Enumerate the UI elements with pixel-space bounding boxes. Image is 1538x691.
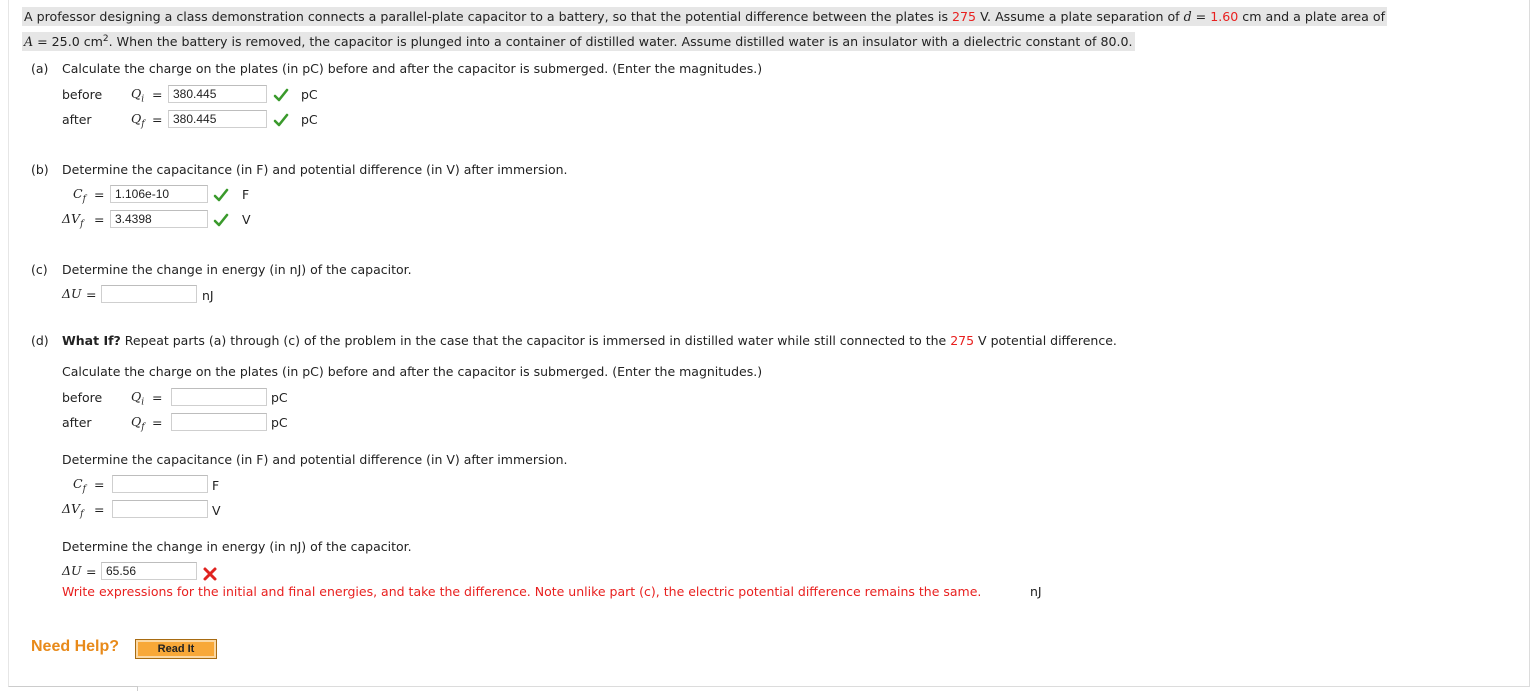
part-d-label: (d) xyxy=(31,333,49,348)
d-cf-input[interactable] xyxy=(112,475,208,493)
check-icon xyxy=(213,187,229,203)
part-d-question: What If? Repeat parts (a) through (c) of the problem in the case that the capacitor is immersed in distilled water while still connected to the 275 V potential difference. xyxy=(62,333,1117,348)
feedback-message: Write expressions for the initial and final energies, and take the difference. Note unlike part (c), the electric potential difference remains the same. xyxy=(62,584,982,599)
qf-input[interactable] xyxy=(168,110,267,128)
read-it-button[interactable]: Read It xyxy=(135,639,217,659)
part-b-question: Determine the capacitance (in F) and potential difference (in V) after immersion. xyxy=(62,162,568,177)
after-label: after xyxy=(62,112,92,127)
qi-symbol: $Q_i$ xyxy=(131,86,145,105)
qf-symbol: $Q_f$ xyxy=(131,414,145,433)
dvf-symbol: $\Delta V_f$ xyxy=(62,211,84,230)
cf-symbol: $C_f$ xyxy=(73,186,86,205)
bottom-tab xyxy=(9,686,138,691)
need-help-label: Need Help? xyxy=(31,638,120,655)
problem-statement: A professor designing a class demonstration connects a parallel-plate capacitor to a battery, so that the potential difference between the plates is 275 V. Assume a plate separation of d = 1.60 cm and a plate area of A = 25.0 $cm^2$. When the battery is removed, the capacitor is plunged into a container of distilled water. Assume distilled water is an insulator with a dielectric constant of 80.0. xyxy=(24,9,1386,50)
du-symbol: ΔU xyxy=(62,286,82,301)
cf-input[interactable] xyxy=(110,185,208,203)
du-input[interactable] xyxy=(101,285,197,303)
d-qi-input[interactable] xyxy=(171,388,267,406)
before-label: before xyxy=(62,390,103,405)
cf-symbol: $C_f$ xyxy=(73,476,86,495)
qi-symbol: $Q_i$ xyxy=(131,389,145,408)
part-a-question: Calculate the charge on the plates (in pC) before and after the capacitor is submerged. (Enter the magnitudes.) xyxy=(62,61,763,76)
qf-symbol: $Q_f$ xyxy=(131,111,145,130)
d-qf-input[interactable] xyxy=(171,413,267,431)
part-c-label: (c) xyxy=(31,262,48,277)
part-b-label: (b) xyxy=(31,162,49,177)
before-label: before xyxy=(62,87,103,102)
d-dvf-input[interactable] xyxy=(112,500,208,518)
part-d-question-c: Determine the change in energy (in nJ) of the capacitor. xyxy=(62,539,412,554)
frame-left-border xyxy=(8,0,9,686)
part-d-question-b: Determine the capacitance (in F) and potential difference (in V) after immersion. xyxy=(62,452,568,467)
wrong-x-icon xyxy=(202,566,218,582)
check-icon xyxy=(213,212,229,228)
part-d-question-a: Calculate the charge on the plates (in pC) before and after the capacitor is submerged. (Enter the magnitudes.) xyxy=(62,364,763,379)
separation-value: 1.60 xyxy=(1210,9,1239,24)
qi-input[interactable] xyxy=(168,85,267,103)
part-a-label: (a) xyxy=(31,61,49,76)
d-du-input[interactable] xyxy=(101,562,197,580)
voltage-value: 275 xyxy=(952,9,977,24)
dvf-input[interactable] xyxy=(110,210,208,228)
after-label: after xyxy=(62,415,92,430)
part-c-question: Determine the change in energy (in nJ) of the capacitor. xyxy=(62,262,412,277)
check-icon xyxy=(273,87,289,103)
du-symbol: ΔU xyxy=(62,563,82,578)
check-icon xyxy=(273,112,289,128)
dvf-symbol: $\Delta V_f$ xyxy=(62,501,84,520)
